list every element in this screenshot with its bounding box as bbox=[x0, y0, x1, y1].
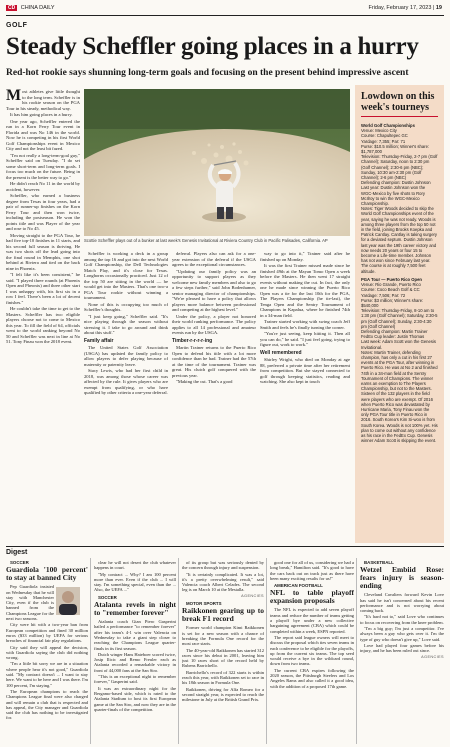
digest-headline: NFL to table playoff expansion proposals bbox=[270, 588, 354, 606]
paragraph: "It's hard not to," said Love who continues to focus on recovering from the knee problem. bbox=[360, 614, 444, 625]
paragraph: The European champions to reach the Champions League final were also charged and will remain a club that is respected and has appeal, the City manager and Guardiola said the club has nothing to be investigated for. bbox=[6, 688, 88, 721]
digest-column-3 bbox=[182, 560, 264, 744]
paragraph: Cleveland Cavaliers forward Kevin Love has said he isn't concerned about his recent performance and is not worrying about coming back. bbox=[360, 592, 444, 614]
event-line: Venue: Rio Grande, Puerto Rico bbox=[361, 282, 421, 288]
paragraph: Love had played four games before his injury, and he has been ruled out since. bbox=[360, 642, 444, 654]
digest-headline: Raikkonen gearing up to break F1 record bbox=[182, 606, 264, 624]
paragraph: "I just keep going," Scheffler said. "It's nice playing through the season without stressing it. I take to go around and think about this stuff." bbox=[84, 313, 168, 335]
paragraph: None of this is occupying too much of Scheffler's thoughts. bbox=[84, 301, 168, 312]
paragraph: Shirley Wright, who died on Monday at age 88, preferred a private time after her retirement from competition. But she stayed connected to golf through keeping statistics, reading and watching. She also kept in touch bbox=[260, 357, 350, 384]
event-line: Last week: Adam Scott won the Genesis Invitational. bbox=[361, 339, 436, 350]
paragraph: Moving straight to the PGA Tour, he had five top-10 finishes in 11 starts, and his second full season is thriving. He was two shots off the lead going into the final round in Memphis, one shot behind at Riviera and tied on the back nine in Phoenix. bbox=[6, 232, 80, 271]
paragraph: "Updating our family policy was an opportunity to support players as they welcome new family members and also to go a few steps further," said John Bodenhamer, senior managing director of championships. "We're pleased to have a policy that allows players more balance between professional and competing at the highest level." bbox=[172, 268, 256, 312]
page-header bbox=[0, 0, 450, 20]
event-line: Course: Coco Beach Golf & CC bbox=[361, 287, 420, 293]
paragraph: Atalanta coach Gian Piero Gasperini hailed a performance "to remember forever" after his team's 4-1 win over Valencia on Wednesday to take a giant step closer to reaching the Champions League quarter-finals in its first season. bbox=[94, 619, 176, 651]
header-divider bbox=[6, 15, 444, 16]
pep-guardiola-photo bbox=[56, 587, 80, 615]
paragraph: "You're just seeing, keep hitting it. Then all you can do," he said. "I just feel going, trying to figure out, work to work." bbox=[260, 331, 350, 347]
digest-column-5 bbox=[360, 560, 444, 744]
paragraph: "My contract ... Why? I am 100 percent more than ever. Even if the club ... I will stay. I'm something special, even than the ... Also, the UEFA ..." bbox=[94, 571, 176, 593]
paragraph: It was an extraordinary night for the Bergamo-based side, which is rated to the Atalanta Stadium to host its first European game at the San Siro, and now they are in the quarter-finals of the competition. bbox=[94, 685, 176, 712]
digest-tag: MOTOR SPORTS bbox=[186, 601, 222, 607]
event-line: Purse: $10.5 million; Winner's share: $1,787,000 bbox=[361, 143, 430, 155]
digest-headline: Guardiola '100 percent' to stay at banned City bbox=[6, 565, 88, 583]
paragraph: He couldn't take the time to get to the Masters. Scheffler has two eligible players choose not to come to Mexico this year. To fill the field of 64, officials went to the world ranking beyond No 50 and Scheffler was next in line at No 51. Tony Finau won the 2018 event. bbox=[6, 306, 80, 344]
section-label: GOLF bbox=[6, 22, 28, 29]
paragraph: "Making the cut. That's a good bbox=[176, 379, 233, 384]
article-column-4 bbox=[260, 251, 350, 544]
paragraph: way to go into it," Trainer said after he finished up on Monday. bbox=[260, 251, 350, 262]
digest-label: Digest bbox=[6, 549, 28, 556]
paragraph: deferral. Players also can ask for a one-year extension of the deferral if the USGA agrees to the exceptional circumstances. bbox=[172, 251, 256, 267]
digest-column-4 bbox=[270, 560, 354, 744]
article-subheadline: Red-hot rookie says shunning long-term goals and focusing on the present behind impressive ascent bbox=[6, 68, 409, 78]
event-name: World Golf Championships bbox=[361, 123, 415, 128]
article-column-3 bbox=[172, 251, 256, 544]
digest-tag: SOCCER bbox=[98, 594, 117, 600]
paragraph: good one for all of us, considering we had a long break," Hamilton said. "It's good to have the cars back out on track just as there have been many exciting results for us!" bbox=[270, 560, 354, 581]
event-line: Course: Chapultepec GC bbox=[361, 133, 408, 139]
subheading: Family affair bbox=[84, 337, 114, 344]
paragraph: Former world champion Kimi Raikkonen is set for a new season with a chance of breaking the Formula One record for the most race starts. bbox=[182, 625, 264, 647]
subheading: Well remembered bbox=[260, 349, 302, 356]
newspaper-name: CHINA DAILY bbox=[20, 5, 55, 11]
paragraph: Trainer started working with swing coach Jeff Smith and feels he's finally turning the corner. bbox=[260, 319, 350, 330]
paragraph: The NFL is expected to add seven playoff teams and reduce the number of teams getting a playoff bye under a new collective bargaining agreement (CBA) which could be completed within a week, ESPN reported. bbox=[270, 607, 354, 634]
digest-headline: Wetzel Embiid Rose: fears injury is season-ending bbox=[360, 565, 444, 591]
paragraph: Pep Guardiola insisted on Wednesday that he will stay with Manchester City, even if the club is banned from the Champions League for the next two seasons. bbox=[6, 584, 54, 622]
masthead bbox=[6, 5, 55, 11]
drop-cap: M bbox=[6, 89, 22, 104]
event-line: Defending champion: Martin Trainer bbox=[361, 328, 428, 334]
paragraph: "I'm a big guy; I'm just a competitor. I've always been a guy who gets over it. I'm the type of guy who doesn't give up," Love said. bbox=[360, 626, 444, 642]
paragraph: Scheffler, who earned a business degree from Texas in four years, had a pair of runner-up finishes on the Korn Ferry Tour and then won twice, including the postseason. He won the points title and was Player of the year and rose to No 45. bbox=[6, 193, 80, 231]
article-photo bbox=[84, 89, 350, 236]
digest-column-2 bbox=[94, 560, 176, 744]
event-line: Venue: Mexico City bbox=[361, 128, 397, 134]
column-divider bbox=[356, 558, 357, 744]
column-divider bbox=[266, 558, 267, 744]
event-line: Yardage: 7,506; Par: 72 bbox=[361, 292, 406, 298]
sidebar-title: Lowdown on this week's tourneys bbox=[361, 91, 435, 113]
tourney-lowdown-sidebar bbox=[355, 85, 444, 543]
paragraph: One year ago, Scheffler entered the run in a Korn Ferry Tour event in Florida and was No 146 in the world. Now he is competing in his first World Golf Championships event in Mexico City and not the least bit fazed. bbox=[6, 118, 80, 151]
column-divider bbox=[178, 558, 179, 744]
paragraph: Martin Trainer returns to the Puerto Rico Open to defend his title with a lot more confidence than he had. Trainer had the 57th at the time of the tournament. Trainer was great. His clutch golf conquered with the previous year. bbox=[172, 345, 256, 378]
paragraph: City said they will appeal the decision, with Guardiola saying the club did nothing wrong. bbox=[6, 644, 88, 661]
issue-date: Friday, February 17, 2023 bbox=[368, 5, 432, 11]
page-number: 19 bbox=[435, 5, 442, 11]
paragraph: "I felt like it's been consistent," he said. "I played three rounds (at Phoenix Open and Pheonix) and three other start I was unhappy with, his first six in a row I feel. There's been a lot of decent finishes." bbox=[6, 272, 80, 305]
paragraph: "This is an exceptional night to remember forever," Gasperini said. bbox=[94, 674, 176, 685]
digest-tag: BASKETBALL bbox=[364, 560, 394, 565]
portrait-icon bbox=[56, 587, 80, 615]
paragraph: Under the policy, a player not honored their world ranking performance. The policy applies to all 14 professional and amateur events run by the USGA. bbox=[172, 313, 256, 335]
paragraph: The report said league owners will meet to discuss the proposal which ties seven teams in each conference to be eligible for the playoffs, up from the current six teams. The top seed would receive a bye in the wildcard round, down from two teams. bbox=[270, 634, 354, 667]
paragraph: It has him going places in a hurry. bbox=[10, 112, 73, 117]
event-name: PGA Tour — Puerto Rico Open bbox=[361, 276, 422, 282]
paragraph: "I'm a little bit sorry we are in a situation where people hear it's not good," Guardiola said. "My contract doesn't ... I want to stay here. We want to be here and I was there. I'm 100 percent, I'm staying." bbox=[6, 661, 88, 688]
photo-caption: Scottie Scheffler plays out of a bunker at last week's Genesis Invitational at Riviera Country Club in Pacific Palisades, California. AP bbox=[84, 238, 328, 243]
digest-tag: SOCCER bbox=[10, 560, 29, 565]
paragraph: clear he will not desert the club whatever happens in court. bbox=[94, 560, 176, 571]
event-line: Purse: $3 million; Winner's share: $540,000 bbox=[361, 297, 424, 308]
column-divider bbox=[90, 558, 91, 744]
subheading: Timber-r-r-r-r-ing bbox=[172, 337, 213, 344]
paragraph: of its group but was seriously dented by the concern through injury and suspension. bbox=[182, 560, 264, 571]
event-line: Television: Thursday-Friday, 8-10 am to 1:30 pm (Golf Channel); Saturday, 2:30-5 pm (Golf Channel); Sunday, 2:30-4:30 pm (Golf Channel) bbox=[361, 308, 438, 329]
digest-headline: Atalanta revels in night to "remember forever" bbox=[94, 600, 176, 618]
article-column-2 bbox=[84, 251, 168, 544]
paragraph: "I'm not really a long-term-goal guy," Scheffler said on Tuesday. "I do set some short-term and long-term goals. I focus too much on the future. Being in the present is the better way to go." bbox=[6, 152, 80, 180]
event-line: Yardage: 7,355; Par: 71 bbox=[361, 138, 406, 144]
paragraph: Dutch winger Hans Hateboer scored twice, Josip Ilicic and Remo Freuler each as Atalanta recorded a remarkable victory in front of 44,000 fans at the San Siro. bbox=[94, 651, 176, 673]
paragraph: The 40-year-old Raikkonen has started 312 races since his debut in 2001, leaving him just 10 races short of the record held by Rubens Barrichello. bbox=[182, 647, 264, 669]
event-line: Notes: Martin Trainer, defending champion, has only a cut in his first 27 events at the PGA Tour, after winning in Puerto Rico. He was at No 2 and finished 74th in a 34-man field at the Sentry Tournament of Champions. The winner earns an exemption to The Players Championship, but not to the Masters. Sixteen of the 132 players in the field were players who are exempt. Of 2016 when Puerto Rico was devastated by Hurricane Maria, Tony Finau won the only PGA Tour title in Puerto Rico in 2016. South Korea's Kim Si-woo is from South Korea. Woods is not 100% yet. His plan to come out without any confidence as his race in the FedEx Cup. Genesis winner Adam Scott is skipping the event. bbox=[361, 349, 438, 444]
article-column-1 bbox=[6, 89, 80, 544]
paragraph: The current CBA expires following the 2020 season, the Pittsburgh Steelers and Los Angeles Rams and also called it a good idea, with the addition of a proposed 17th game. bbox=[270, 667, 354, 689]
event-line: Defending champion: Dustin Johnson bbox=[361, 180, 431, 186]
paragraph: "It is certainly complicated. It was a lot, it's a pretty overwhelming result," said Valencia coach Albert Celades. The second leg is on March 10 at the Mestalla. bbox=[182, 571, 264, 593]
newspaper-logo: CD bbox=[8, 5, 16, 11]
paragraph: It was the first Trainer missed made since he finished 49th at the Mayan Tomo Open a week before the Masters. He then went 17 straight events without making the cut. In fact, the only one he made since winning the Puerto Rico Open was a tie for the last 10th for the PGA, The Players Championship (he tie-last), the Tenga Open and the Sentry Tournament of Champions in Kapalua, where he finished 74th in a 34-man field. bbox=[260, 263, 350, 318]
event-line: Notes: Tiger Woods decided to skip the World Golf Championships event of the year, saying he was not ready. Woods is among three players from the top 50 not in the field, joining Brooks Koepka and Patrick Cantlay. Cantlay is taking surgery for a deviated septum. Dustin Johnson last year was the 19th career victory and now needs 20 years or four 15 to become a Life-time member. Johnson has not won since February last year. The course is at roughly 7,500 feet altitude. bbox=[361, 206, 438, 274]
digest-divider bbox=[6, 546, 444, 547]
golfer-bunker-photo bbox=[84, 89, 350, 236]
paragraph: ost athletes give little thought to the long term. Scheffler is in his rookie season on the PGA Tour in his steady, methodical way. bbox=[6, 89, 80, 111]
paragraph: City were hit with a two-year ban from European competition and fined 30 million euros ($33 million) by UEFA for serious breaches of financial fair play regulations. bbox=[6, 622, 88, 644]
digest-byline: AGENCIES bbox=[241, 593, 264, 598]
paragraph: He didn't reach No 11 in the world by accident, however. bbox=[6, 181, 80, 192]
event-line: Last year: Dustin Johnson won the WGC-Mexico by five shots to Rory McIlroy to win the WGC-Mexico Championship. bbox=[361, 185, 426, 207]
article-headline: Steady Scheffler going places in a hurry bbox=[6, 33, 419, 60]
digest-byline: AGENCIES bbox=[421, 654, 444, 659]
paragraph: The United States Golf Association (USGA) has updated the family policy to allow players to defer playing because of maternity or paternity leave. bbox=[84, 345, 168, 367]
sidebar-body bbox=[355, 117, 444, 443]
paragraph: Barrichello's record of 322 starts is within reach this year, with Raikkonen set to race in his 18th season in Formula One. bbox=[182, 669, 264, 686]
paragraph: Stacy Lewis, who had her first child in 2018, was among those whose career was affected by the rule. It gives players who are exempt from qualifying, or who have qualified by other criteria a one-year deferral. bbox=[84, 368, 168, 395]
paragraph: Raikkonen, driving for Alfa Romeo for a second straight year, is expected to reach the milestone in July at the British Grand Prix. bbox=[182, 686, 264, 703]
event-line: FedEx Cup leader: Justin Thomas bbox=[361, 334, 425, 340]
paragraph: Scheffler is working a deck in a group among the top 16 and got into the next World Golf Championship, the Dell Technologies Match Play, and it's close for Texas. Longhorns occasionally practiced. Just 12 of the top 50 are sitting in the world — he would get into the Masters. That's one two-a PGA Tour rookie without winning a tournament. bbox=[84, 251, 168, 300]
event-line: Television: Thursday-Friday, 2-7 pm (Golf Channel); Saturday, noon to 2:30 pm (Golf Channel); 2:30-6 pm (NBC); Sunday, 10:30 am-2:30 pm (Golf Channel); 2-6 pm (NBC) bbox=[361, 154, 438, 181]
digest-tag: AMERICAN FOOTBALL bbox=[274, 583, 323, 589]
page-dateline: Friday, February 17, 2023 | 19 bbox=[368, 5, 442, 11]
